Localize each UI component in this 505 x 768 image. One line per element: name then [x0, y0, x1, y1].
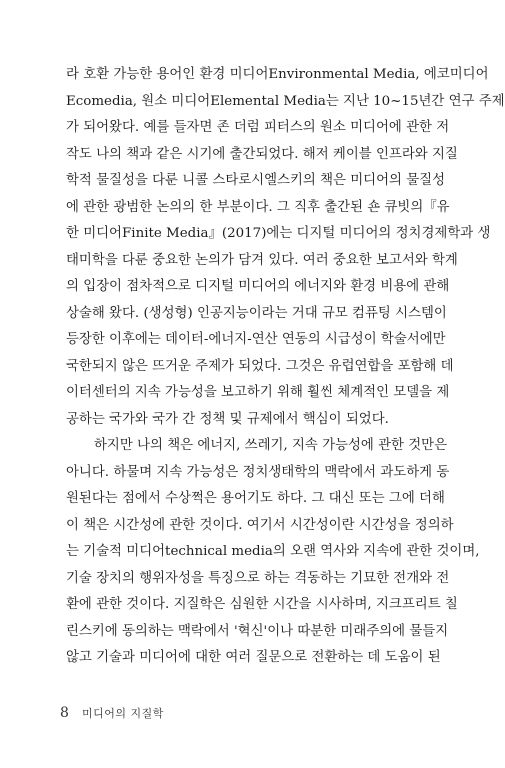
text-line: 의 입장이 점차적으로 디지털 미디어의 에너지와 환경 비용에 관해	[66, 279, 450, 294]
text-line: 에 관한 광범한 논의의 한 부분이다. 그 직후 출간된 숀 큐빗의『유	[66, 199, 450, 215]
text-line: 학적 물질성을 다룬 니콜 스타로시엘스키의 책은 미디어의 물질성	[66, 173, 446, 188]
text-line: 아니다. 하물며 지속 가능성은 정치생태학의 맥락에서 과도하게 동	[66, 464, 450, 480]
text-line: 한 미디어Finite Media』(2017)에는 디지털 미디어의 정치경제학과 생	[66, 226, 491, 241]
text-line: 원된다는 점에서 수상쩍은 용어기도 하다. 그 대신 또는 그에 더해	[66, 491, 445, 506]
text-line: 등장한 이후에는 데이터-에너지-연산 연동의 시급성이 학술서에만	[66, 332, 446, 347]
text-line: 는 기술적 미디어technical media의 오랜 역사와 지속에 관한 것이며,	[66, 544, 480, 559]
text-line: 태미학을 다룬 중요한 논의가 담겨 있다. 여러 중요한 보고서와 학계	[66, 252, 458, 268]
page-footer	[60, 702, 164, 721]
body-text	[66, 62, 505, 672]
paragraph-first-line: 하지만 나의 책은 에너지, 쓰레기, 지속 가능성에 관한 것만은	[94, 438, 448, 453]
text-line: 환에 관한 것이다. 지질학은 심원한 시간을 시사하며, 지크프리트 칠	[66, 597, 458, 612]
text-line: 않고 기술과 미디어에 대한 여러 질문으로 전환하는 데 도움이 된	[66, 650, 441, 665]
text-line: 이터센터의 지속 가능성을 보고하기 위해 훨씬 체계적인 모델을 제	[66, 385, 450, 400]
text-line: 상술해 왔다. (생성형) 인공지능이라는 거대 규모 컴퓨팅 시스템이	[66, 305, 447, 321]
text-line: 이 책은 시간성에 관한 것이다. 여기서 시간성이란 시간성을 정의하	[66, 517, 454, 533]
text-line: 작도 나의 책과 같은 시기에 출간되었다. 해저 케이블 인프라와 지질	[66, 146, 458, 162]
text-line: 국한되지 않은 뜨거운 주제가 되었다. 그것은 유럽연합을 포함해 데	[66, 358, 454, 374]
page-number: 8	[60, 705, 69, 721]
text-line: 라 호환 가능한 용어인 환경 미디어Environmental Media, 에코미디어	[66, 67, 489, 82]
text-line: 공하는 국가와 국가 간 정책 및 규제에서 핵심이 되었다.	[66, 411, 389, 427]
text-line: 기술 장치의 행위자성을 특징으로 하는 격동하는 기묘한 전개와 전	[66, 570, 450, 586]
text-line: Ecomedia, 원소 미디어Elemental Media는 지난 10~15년간 연구 주제	[66, 93, 505, 109]
running-title: 미디어의 지질학	[82, 707, 164, 720]
text-line: 가 되어왔다. 예를 들자면 존 더럼 피터스의 원소 미디어에 관한 저	[66, 120, 450, 135]
text-line: 린스키에 동의하는 맥락에서 '혁신'이나 따분한 미래주의에 물들지	[66, 623, 449, 639]
